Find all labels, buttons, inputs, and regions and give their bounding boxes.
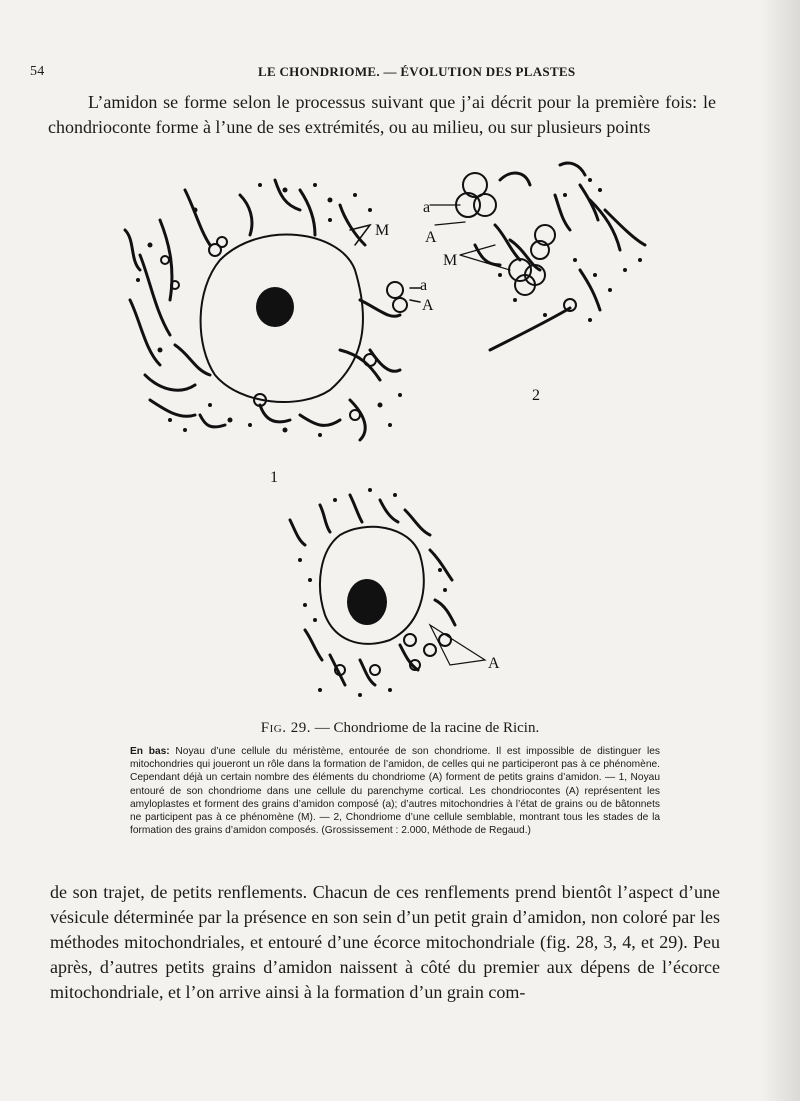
figure-drawing [100, 150, 700, 710]
label-a-lower-panel-1: a [420, 277, 428, 294]
bottom-nucleus [347, 579, 387, 625]
figure-caption-text: — Chondriome de la racine de Ricin. [310, 720, 540, 736]
body-paragraph-bottom: de son trajet, de petits renflements. Chacun de ces renflements prend bientôt l’aspect d’une vésicule déterminée par la présence en son sein d’un petit grain d’amidon, non coloré par les méthodes mitochondriales, et entouré d’une écorce mitochondriale (fig. 28, 3, 4, et 29). Peu après, d’autres petits grains d’amidon naissent à côté du premier aux dépens de l’écorce mitochondriale, et l’on arrive ainsi à la formation d’un grain com- [50, 882, 720, 1002]
figure-caption-title [0, 720, 800, 737]
figure-number: Fig. 29. [260, 720, 311, 736]
body-paragraph-top: L’amidon se forme selon le processus suivant que j’ai décrit pour la première fois: le chondrioconte forme à l’une de ses extrémités, ou au milieu, ou sur plusieurs points [48, 92, 716, 137]
legend-text: Noyau d’une cellule du méristème, entourée de son chondriome. Il est impossible de distinguer les mitochondries qui joueront un rôle dans la formation de l’amidon, de celles qui ne participeront pas à ce phénomène. Cependant déjà un certain nombre des éléments du chondriome (A) forment de petits grains d’amidon. — 1, Noyau entouré de son chondriome dans une cellule du parenchyme cortical. Les chondriocontes (A) représentent les amyloplastes et forment des grains d’amidon composé (a); d’autres mitochondries à l’état de grains ou de bâtonnets ne participent pas à ce phénomène (M). — 2, Chondriome d’une cellule semblable, montrant tous les stades de la formation des grains d’amidon composés. (Grossissement : 2.000, Méthode de Regaud.) [130, 746, 660, 837]
label-a-bottom: A [488, 655, 500, 672]
panel-2-number: 2 [532, 387, 540, 404]
running-head [30, 62, 760, 84]
figure-29 [100, 150, 700, 710]
label-a-lower-panel-2: a [423, 199, 431, 216]
label-m-panel-1: M [375, 222, 390, 239]
page-edge-shadow [760, 0, 800, 1101]
running-title: LE CHONDRIOME. — ÉVOLUTION DES PLASTES [258, 64, 576, 79]
panel-1-number: 1 [270, 469, 278, 486]
figure-legend [130, 745, 660, 837]
legend-lead: En bas: [130, 746, 170, 757]
page-number: 54 [30, 64, 45, 79]
label-m-panel-2: M [443, 252, 458, 269]
label-a-upper-panel-2: A [425, 229, 437, 246]
label-a-upper-panel-1: A [422, 297, 434, 314]
panel-1-nucleus [256, 287, 294, 327]
